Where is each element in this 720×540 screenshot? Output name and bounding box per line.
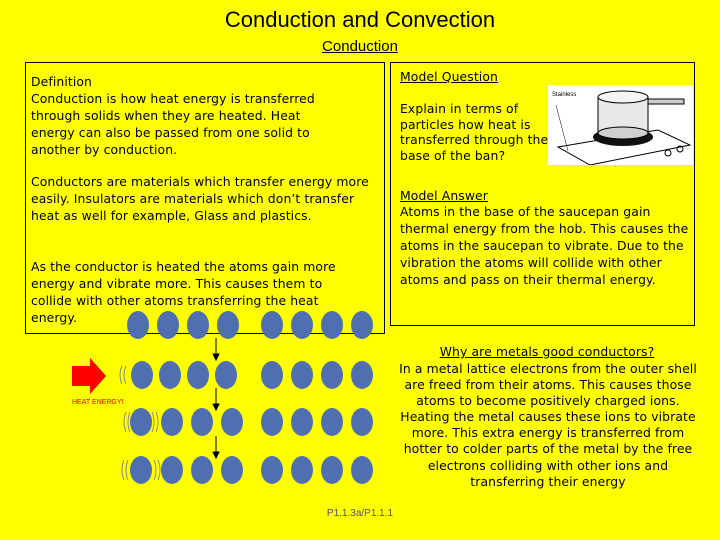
why-metals-heading: Why are metals good conductors? (439, 344, 655, 359)
heated-text: As the conductor is heated the atoms gain more energy and vibrate more. This causes them to collide with other atoms transferring the heat energy. (31, 259, 336, 325)
atom (131, 361, 153, 389)
down-arrow-icon (213, 338, 219, 458)
atom (291, 408, 313, 436)
page-subtitle: Conduction (322, 38, 398, 55)
atom (321, 311, 343, 339)
atom (215, 361, 237, 389)
definition-heading: Definition (31, 74, 92, 89)
definition-text: Conduction is how heat energy is transferred through solids when they are heated. Heat energy can also be passed from one solid to another by conduction. (31, 91, 315, 157)
atom (191, 408, 213, 436)
atom (217, 311, 239, 339)
atom (291, 311, 313, 339)
heat-energy-label: HEAT ENERGY! (72, 399, 124, 406)
atom (261, 456, 283, 484)
atom (351, 408, 373, 436)
atom (191, 456, 213, 484)
model-answer-heading: Model Answer (400, 188, 488, 203)
atom-diagram (60, 300, 390, 500)
atom (291, 456, 313, 484)
atom (157, 311, 179, 339)
atom (187, 361, 209, 389)
atom-row-2 (120, 361, 373, 389)
heat-arrow-icon (72, 358, 106, 394)
model-answer-text: Atoms in the base of the saucepan gain thermal energy from the hob. This causes the atoms in the saucepan to vibrate. Due to the vibration the atoms will collide with other atoms and pass on their thermal energy. (400, 204, 689, 287)
atom (321, 408, 343, 436)
atom (321, 456, 343, 484)
atom (159, 361, 181, 389)
atom (261, 408, 283, 436)
atom-row-1 (127, 311, 373, 339)
model-question-heading: Model Question (400, 69, 498, 84)
atom (221, 456, 243, 484)
atom (291, 361, 313, 389)
page-title: Conduction and Convection (224, 7, 496, 32)
conductors-text: Conductors are materials which transfer energy more easily. Insulators are materials which don’t transfer heat as well for example, Glass and plastics. (31, 174, 369, 223)
atom-row-4 (122, 456, 373, 484)
atom (351, 361, 373, 389)
atom (261, 361, 283, 389)
atom (161, 408, 183, 436)
atom (351, 311, 373, 339)
atom (161, 456, 183, 484)
why-metals-text: In a metal lattice electrons from the outer shell are freed from their atoms. This causes those atoms to become positively charged ions. Heating the metal causes these ions to vibrate more. This extra energy is transferred from hotter to colder parts of the metal by the free electrons colliding with other ions and transferring their energy (399, 361, 697, 489)
footer-code: P1.1.3a/P1.1.1 (326, 508, 394, 519)
atom (351, 456, 373, 484)
model-question-text: Explain in terms of particles how heat is transferred through the base of the ban? (400, 101, 549, 163)
atom (221, 408, 243, 436)
atom (187, 311, 209, 339)
atom (130, 408, 152, 436)
atom (261, 311, 283, 339)
atom (130, 456, 152, 484)
image-label: Stainless (552, 92, 577, 98)
atom (127, 311, 149, 339)
atom-row-3 (124, 408, 373, 436)
atom (321, 361, 343, 389)
saucepan-image (548, 85, 693, 165)
